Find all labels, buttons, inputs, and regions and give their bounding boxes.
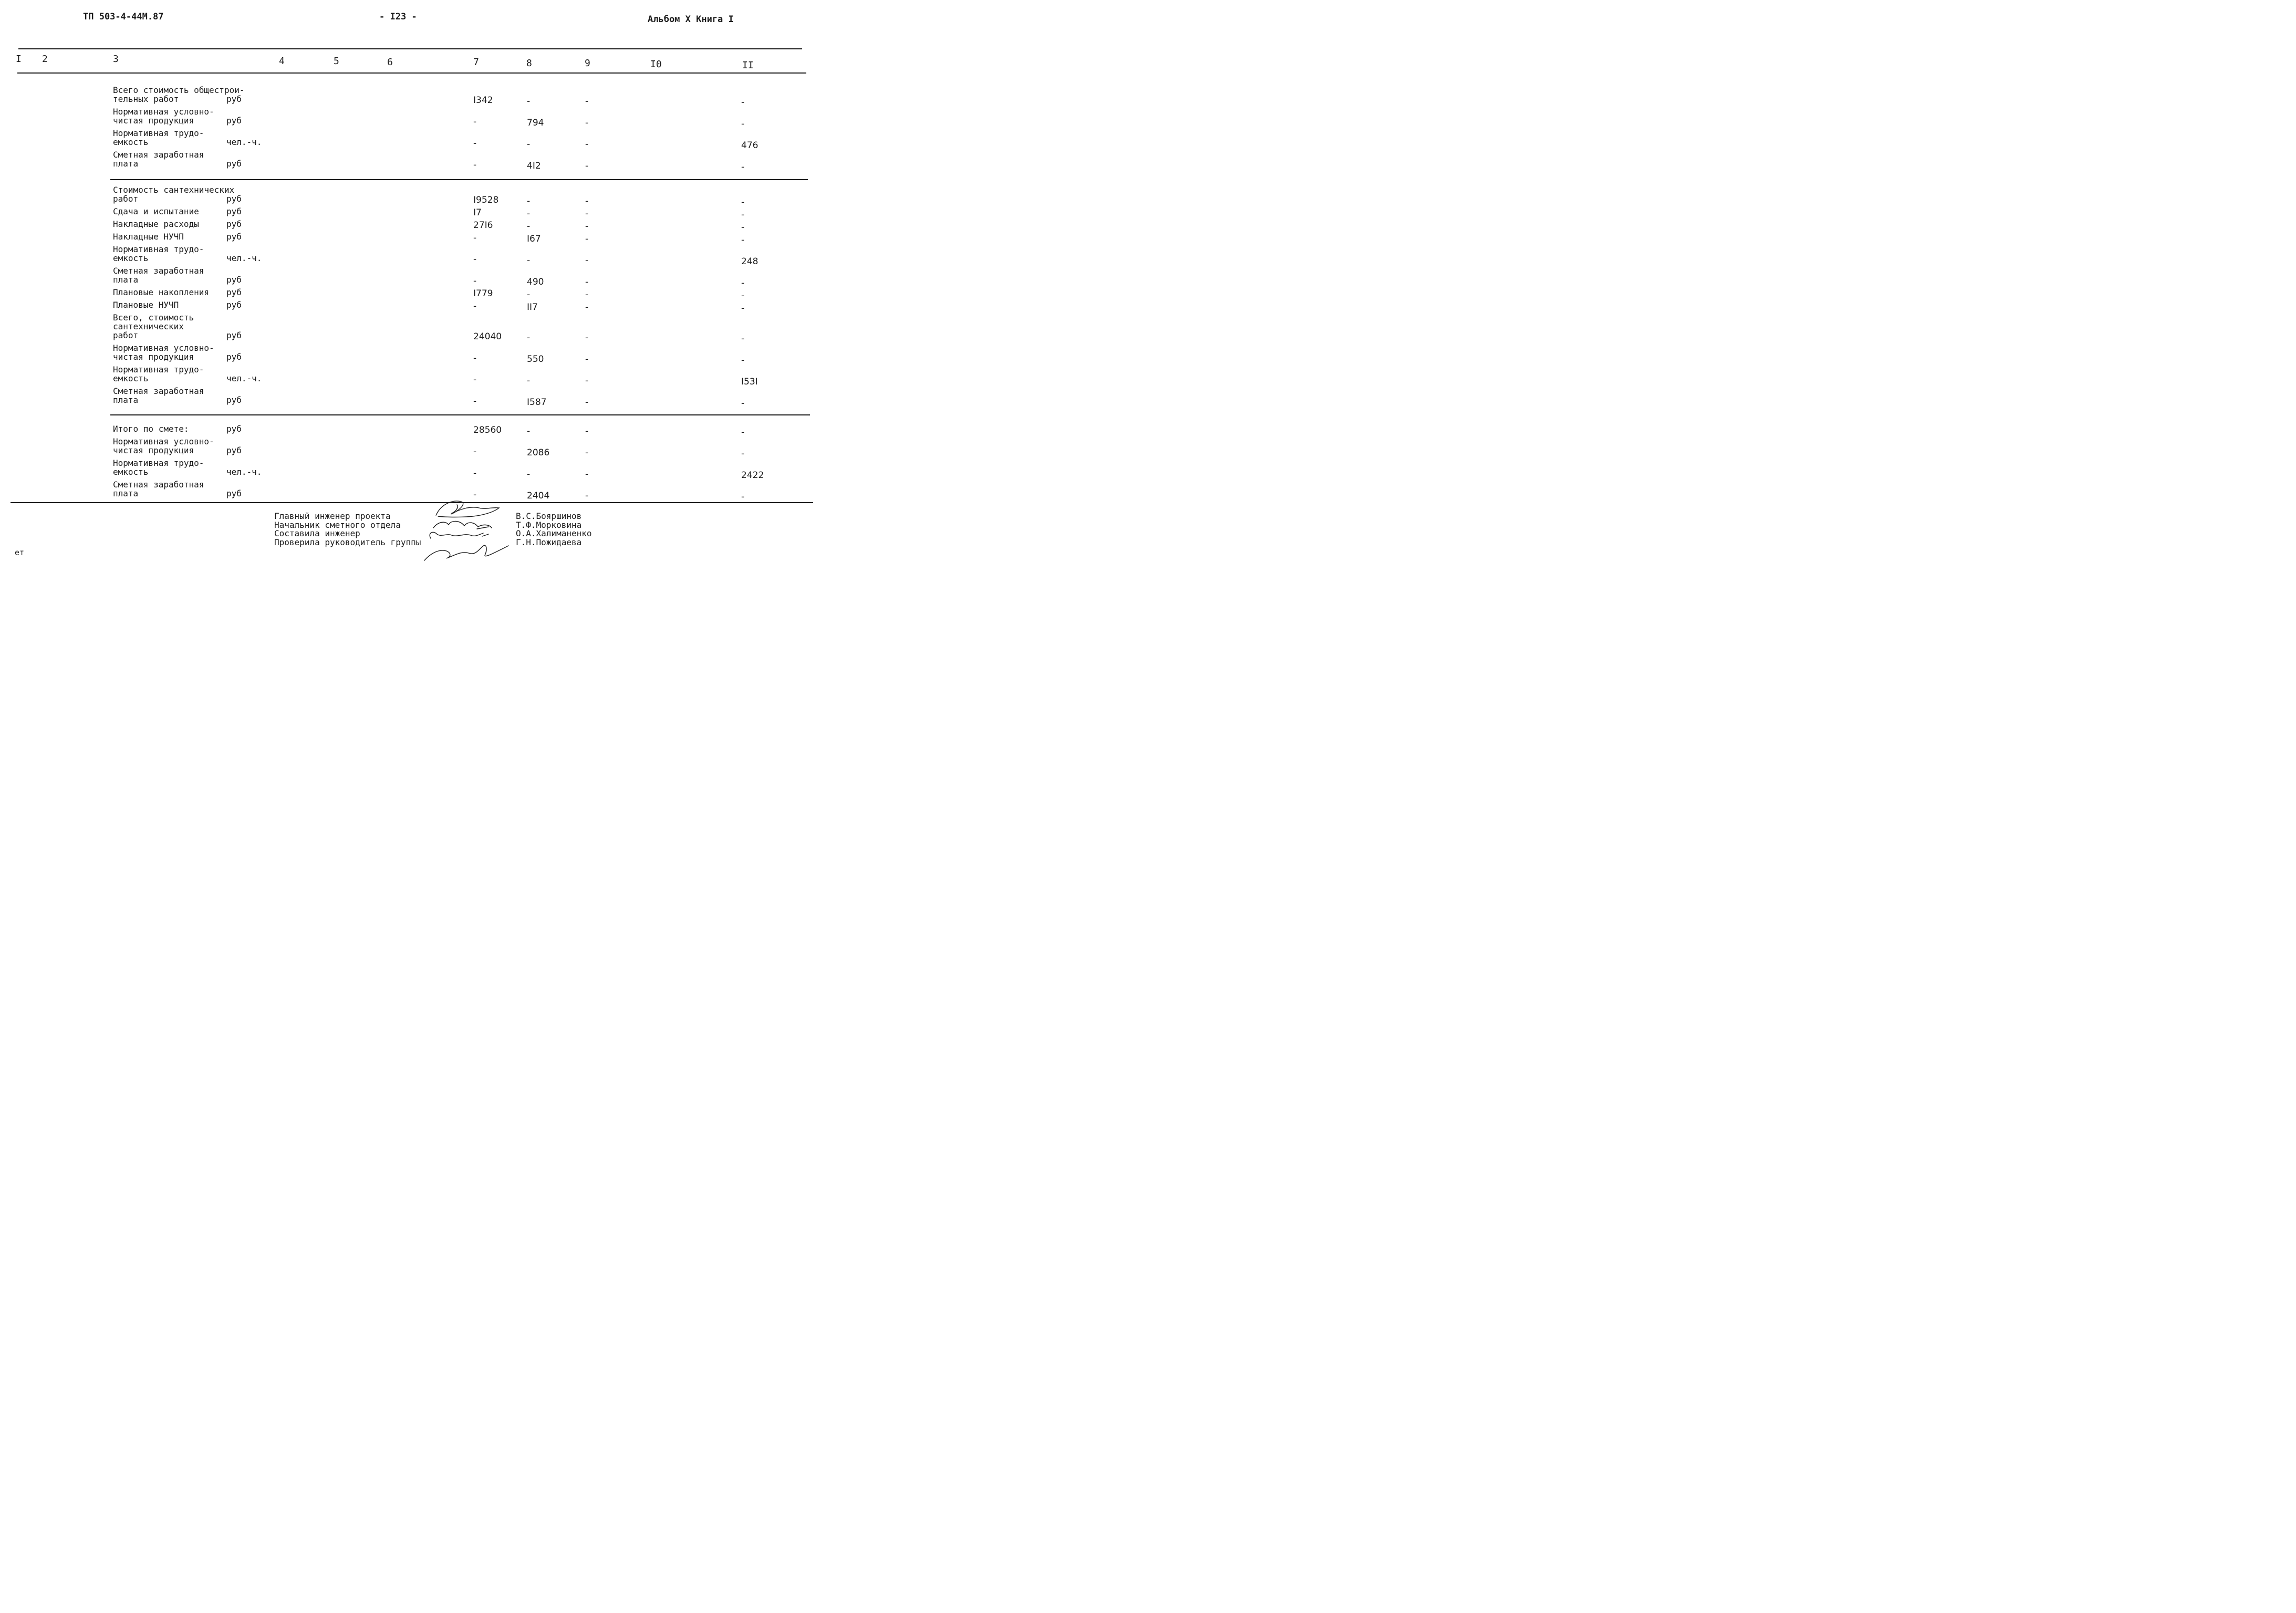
column-number: I xyxy=(16,54,22,65)
table-bottom-rule xyxy=(11,502,813,503)
cell-col-7: - xyxy=(473,233,477,243)
column-number: 7 xyxy=(473,57,479,68)
row-unit: руб xyxy=(226,219,242,229)
row-label: Сдача и испытание xyxy=(113,206,199,216)
cell-col-9: - xyxy=(585,302,589,313)
cell-col-7: - xyxy=(473,254,477,265)
row-label: Сметная заработная xyxy=(113,480,204,490)
cell-col-7: I7 xyxy=(473,207,482,218)
cell-col-9: - xyxy=(585,118,589,128)
cell-col-11: 476 xyxy=(741,140,759,151)
role-checked-by: Проверила руководитель группы xyxy=(274,537,421,547)
cell-col-8: - xyxy=(527,376,531,386)
cell-col-11: - xyxy=(741,278,745,288)
row-label: Всего стоимость общестрои- xyxy=(113,85,245,95)
row-label: плата xyxy=(113,159,139,169)
cell-col-7: - xyxy=(473,117,477,127)
signature-names xyxy=(516,512,592,547)
cell-col-7: - xyxy=(473,138,477,149)
cell-col-9: - xyxy=(585,397,589,408)
cell-col-9: - xyxy=(585,426,589,436)
column-number: 5 xyxy=(334,56,339,67)
row-unit: руб xyxy=(226,424,242,434)
row-label: сантехнических xyxy=(113,321,184,331)
column-number: 3 xyxy=(113,54,119,65)
cell-col-9: - xyxy=(585,139,589,150)
cell-col-7: I342 xyxy=(473,95,493,106)
cell-col-8: 490 xyxy=(527,277,544,287)
cell-col-8: - xyxy=(527,289,531,300)
row-label: Плановые НУЧП xyxy=(113,300,179,310)
cell-col-9: - xyxy=(585,209,589,219)
column-number: I0 xyxy=(650,59,662,70)
cell-col-9: - xyxy=(585,289,589,300)
column-header-rule xyxy=(17,72,806,74)
row-unit: руб xyxy=(226,330,242,340)
cell-col-8: - xyxy=(527,332,531,343)
cell-col-11: I53I xyxy=(741,377,758,387)
cell-col-8: 550 xyxy=(527,354,544,365)
row-label: Сметная заработная xyxy=(113,150,204,160)
row-label: Нормативная трудо- xyxy=(113,458,204,468)
row-label: Плановые накопления xyxy=(113,287,210,297)
cell-col-9: - xyxy=(585,332,589,343)
row-unit: чел.-ч. xyxy=(226,253,262,263)
cell-col-11: - xyxy=(741,355,745,366)
cell-col-7: - xyxy=(473,374,477,385)
column-number: 8 xyxy=(526,58,532,69)
cell-col-11: - xyxy=(741,119,745,129)
cell-col-9: - xyxy=(585,376,589,386)
row-label: чистая продукция xyxy=(113,352,194,362)
row-label: тельных работ xyxy=(113,94,179,104)
name-estimate-dept-head: Т.Ф.Морковина xyxy=(516,519,582,530)
column-number: 9 xyxy=(585,58,590,69)
row-label: работ xyxy=(113,330,139,340)
row-unit: руб xyxy=(226,159,242,169)
row-label: Нормативная условно- xyxy=(113,107,214,117)
cell-col-11: - xyxy=(741,222,745,233)
row-label: Сметная заработная xyxy=(113,266,204,276)
column-number: 6 xyxy=(387,57,393,68)
cell-col-8: I67 xyxy=(527,234,541,244)
row-label: Стоимость сантехнических xyxy=(113,185,235,195)
album-book: Альбом X Книга I xyxy=(648,14,734,25)
row-label: емкость xyxy=(113,253,149,263)
row-unit: руб xyxy=(226,94,242,104)
role-compiled-by: Составила инженер xyxy=(274,528,360,538)
column-number: 2 xyxy=(42,54,48,65)
cell-col-7: I9528 xyxy=(473,195,499,205)
cell-col-7: - xyxy=(473,446,477,457)
cell-col-7: - xyxy=(473,468,477,478)
row-unit: руб xyxy=(226,116,242,126)
cell-col-8: - xyxy=(527,196,531,206)
section-divider-2 xyxy=(110,414,810,415)
cell-col-11: - xyxy=(741,210,745,220)
cell-col-7: I779 xyxy=(473,288,493,299)
row-unit: руб xyxy=(226,488,242,498)
row-label: Нормативная трудо- xyxy=(113,244,204,254)
cell-col-11: 2422 xyxy=(741,470,764,481)
row-unit: чел.-ч. xyxy=(226,137,262,147)
cell-col-7: - xyxy=(473,160,477,170)
row-unit: руб xyxy=(226,352,242,362)
cell-col-11: - xyxy=(741,427,745,438)
corner-mark: ет xyxy=(15,548,25,557)
handwritten-signatures xyxy=(420,496,515,562)
row-label: плата xyxy=(113,275,139,285)
row-label: Итого по смете: xyxy=(113,424,189,434)
document-code: ТП 503-4-44М.87 xyxy=(83,12,164,22)
name-checked-by: Г.Н.Пожидаева xyxy=(516,537,582,547)
cell-col-8: - xyxy=(527,139,531,150)
row-unit: руб xyxy=(226,275,242,285)
cell-col-7: 28560 xyxy=(473,425,502,435)
role-chief-engineer: Главный инженер проекта xyxy=(274,511,391,521)
cell-col-8: - xyxy=(527,221,531,232)
signature-roles xyxy=(274,512,421,547)
name-compiled-by: О.А.Халиманенко xyxy=(516,528,592,538)
row-label: Сметная заработная xyxy=(113,386,204,396)
cell-col-11: - xyxy=(741,162,745,172)
row-label: емкость xyxy=(113,137,149,147)
row-unit: руб xyxy=(226,232,242,242)
name-chief-engineer: В.С.Бояршинов xyxy=(516,511,582,521)
cell-col-9: - xyxy=(585,196,589,206)
cell-col-7: - xyxy=(473,353,477,363)
cell-col-11: - xyxy=(741,197,745,207)
cell-col-9: - xyxy=(585,96,589,107)
cell-col-11: - xyxy=(741,97,745,108)
cell-col-8: - xyxy=(527,255,531,266)
cell-col-8: 4I2 xyxy=(527,161,541,171)
cell-col-11: - xyxy=(741,235,745,245)
row-label: Нормативная условно- xyxy=(113,343,214,353)
role-estimate-dept-head: Начальник сметного отдела xyxy=(274,519,401,530)
cell-col-9: - xyxy=(585,234,589,244)
row-unit: руб xyxy=(226,287,242,297)
cell-col-7: - xyxy=(473,276,477,286)
row-label: емкость xyxy=(113,373,149,383)
cell-col-11: - xyxy=(741,290,745,301)
cell-col-8: II7 xyxy=(527,302,538,313)
row-label: чистая продукция xyxy=(113,116,194,126)
cell-col-8: I587 xyxy=(527,397,547,408)
cell-col-9: - xyxy=(585,469,589,480)
cell-col-11: - xyxy=(741,398,745,409)
cell-col-11: - xyxy=(741,492,745,502)
cell-col-8: - xyxy=(527,96,531,107)
row-unit: чел.-ч. xyxy=(226,467,262,477)
row-label: Нормативная трудо- xyxy=(113,365,204,374)
table-top-rule xyxy=(18,48,802,49)
row-label: плата xyxy=(113,395,139,405)
row-label: Нормативная трудо- xyxy=(113,128,204,138)
page-number: - I23 - xyxy=(379,12,417,22)
cell-col-8: - xyxy=(527,209,531,219)
cell-col-9: - xyxy=(585,491,589,501)
row-unit: руб xyxy=(226,194,242,204)
row-unit: руб xyxy=(226,445,242,455)
cell-col-11: - xyxy=(741,449,745,459)
cell-col-11: - xyxy=(741,303,745,314)
cell-col-7: - xyxy=(473,490,477,500)
cell-col-7: 27I6 xyxy=(473,220,493,231)
section-divider-1 xyxy=(110,179,808,180)
column-number: 4 xyxy=(279,56,285,67)
cell-col-8: 2086 xyxy=(527,448,550,458)
cell-col-7: 24040 xyxy=(473,331,502,342)
row-label: Всего, стоимость xyxy=(113,313,194,322)
row-label: Накладные расходы xyxy=(113,219,199,229)
cell-col-11: - xyxy=(741,334,745,344)
column-number: II xyxy=(742,60,754,71)
row-unit: руб xyxy=(226,300,242,310)
cell-col-9: - xyxy=(585,255,589,266)
row-label: Нормативная условно- xyxy=(113,436,214,446)
cell-col-9: - xyxy=(585,354,589,365)
cell-col-8: 2404 xyxy=(527,491,550,501)
cell-col-7: - xyxy=(473,396,477,407)
cell-col-9: - xyxy=(585,277,589,287)
row-label: Накладные НУЧП xyxy=(113,232,184,242)
row-label: работ xyxy=(113,194,139,204)
cell-col-8: - xyxy=(527,469,531,480)
row-unit: руб xyxy=(226,206,242,216)
row-label: чистая продукция xyxy=(113,445,194,455)
cell-col-9: - xyxy=(585,161,589,171)
cell-col-9: - xyxy=(585,448,589,458)
row-unit: чел.-ч. xyxy=(226,373,262,383)
cell-col-11: 248 xyxy=(741,256,759,267)
cell-col-8: - xyxy=(527,426,531,436)
row-label: плата xyxy=(113,488,139,498)
cell-col-9: - xyxy=(585,221,589,232)
row-unit: руб xyxy=(226,395,242,405)
row-label: емкость xyxy=(113,467,149,477)
cell-col-8: 794 xyxy=(527,118,544,128)
cell-col-7: - xyxy=(473,301,477,311)
